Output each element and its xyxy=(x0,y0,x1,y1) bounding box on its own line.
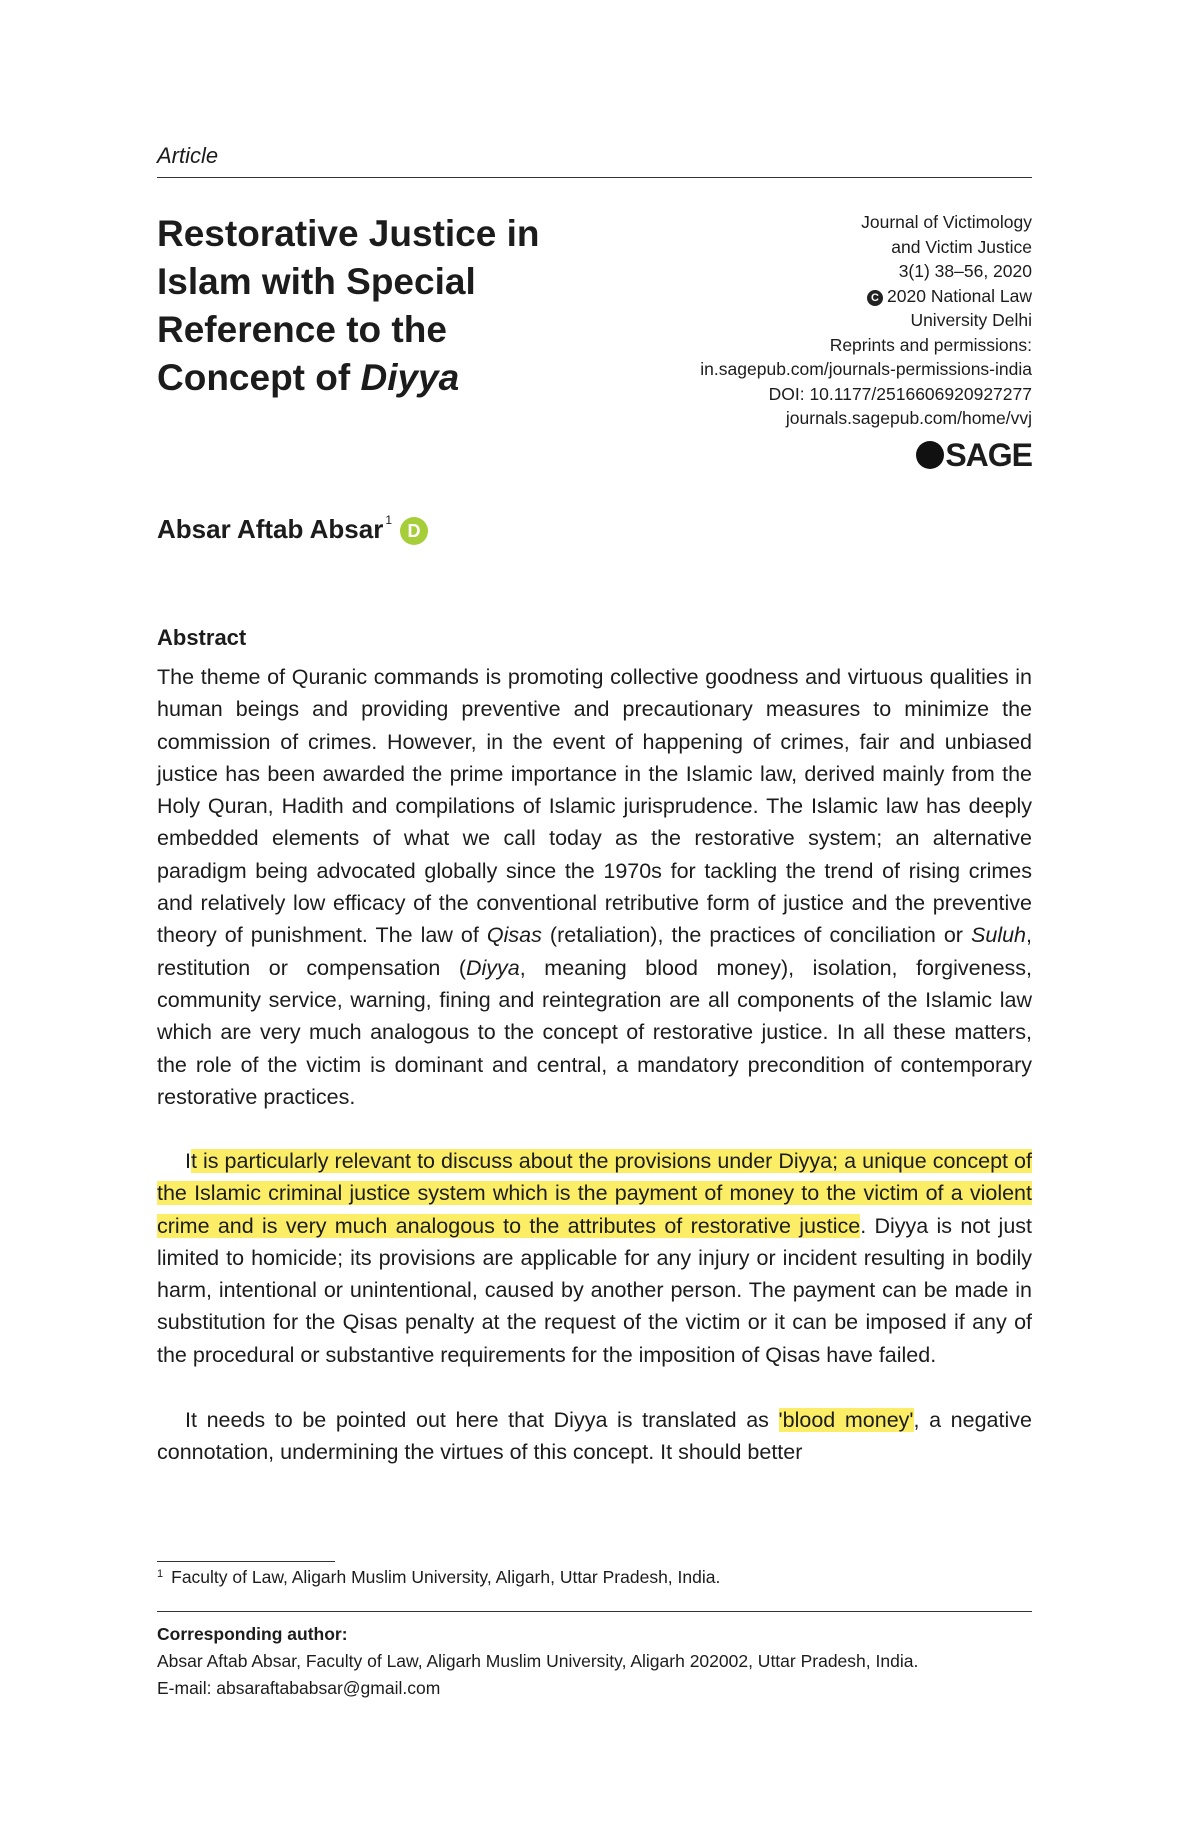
corresponding-email[interactable]: E-mail: absaraftababsar@gmail.com xyxy=(157,1678,441,1698)
corresponding-rule xyxy=(157,1611,1032,1612)
sage-mark-icon xyxy=(916,441,944,469)
footnote-mark: 1 xyxy=(157,1568,164,1580)
term-qisas: Qisas xyxy=(486,923,542,948)
author-affiliation-mark: 1 xyxy=(385,513,393,527)
term-diyya: Diyya xyxy=(466,955,520,980)
term-suluh: Suluh xyxy=(971,923,1027,948)
journal-home-link[interactable]: journals.sagepub.com/home/vvj xyxy=(785,408,1032,428)
section-label: Article xyxy=(157,143,219,168)
highlighted-term-blood-money: 'blood money' xyxy=(778,1408,914,1432)
reprints-label: Reprints and permissions: xyxy=(829,334,1032,355)
journal-name-line-1: Journal of Victimology xyxy=(861,212,1032,232)
copyright-line-2: University Delhi xyxy=(910,310,1032,330)
title-term-diyya: Diyya xyxy=(360,357,460,398)
highlighted-passage: t is particularly relevant to discuss about the provisions under Diyya; a unique concept of the Islamic criminal justice system which is the payment of money to the victim of a violent crime and is very much analogous to the attributes of restorative justice xyxy=(157,1149,1032,1238)
sage-logo: SAGE xyxy=(916,437,1032,474)
title-line-2: Islam with Special xyxy=(157,261,476,302)
abstract-paragraph-2: It is particularly relevant to discuss about the provisions under Diyya; a unique concept of the Islamic criminal justice system which is the payment of money to the victim of a violent crime and is very much analogous to the attributes of restorative justice. Diyya is not just limited to homicide; its provisions are applicable for any injury or incident resulting in bodily harm, intentional or unintentional, caused by another person. The payment can be made in substitution for the Qisas penalty at the request of the victim or it can be imposed if any of the procedural or substantive requirements for the imposition of Qisas have failed. xyxy=(157,1149,1032,1367)
author-line xyxy=(157,513,428,545)
copyright-icon: C xyxy=(867,290,883,306)
footnote-text: Faculty of Law, Aligarh Muslim University, Aligarh, Uttar Pradesh, India. xyxy=(171,1567,721,1587)
reprints-link[interactable]: in.sagepub.com/journals-permissions-india xyxy=(700,359,1032,379)
journal-name-line-2: and Victim Justice xyxy=(891,236,1032,257)
header-rule xyxy=(157,177,1032,178)
journal-issue: 3(1) 38–56, 2020 xyxy=(898,261,1032,281)
corresponding-label: Corresponding author: xyxy=(157,1624,348,1644)
article-page xyxy=(157,0,1032,1824)
footnote xyxy=(157,1567,720,1588)
abstract-paragraph-1: The theme of Quranic commands is promoting collective goodness and virtuous qualities in human beings and providing preventive and precautionary measures to minimize the commission of crimes. However, in the event of happening of crimes, fair and unbiased justice has been awarded the prime importance in the Islamic law, derived mainly from the Holy Quran, Hadith and compilations of Islamic jurisprudence. The Islamic law has deeply embedded elements of what we call today as the restorative system; an alternative paradigm being advocated globally since the 1970s for tackling the trend of rising crimes and relatively low efficacy of the conventional retributive form of justice and the preventive theory of punishment. The law of Qisas (retaliation), the practices of conciliation or Suluh, restitution or compensation (Diyya, meaning blood money), isolation, forgiveness, community service, warning, fining and reintegration are all components of the Islamic law which are very much analogous to the concept of restorative justice. In all these matters, the role of the victim is dominant and central, a mandatory precondition of contemporary restorative practices. xyxy=(157,665,1032,1109)
journal-meta xyxy=(612,210,1032,431)
title-line-3: Reference to the xyxy=(157,309,447,350)
orcid-icon[interactable]: D xyxy=(400,517,428,545)
article-title xyxy=(157,210,627,402)
footnote-rule xyxy=(157,1561,335,1562)
doi-link[interactable]: DOI: 10.1177/2516606920927277 xyxy=(768,383,1032,404)
corresponding-author-block xyxy=(157,1621,918,1702)
abstract-paragraph-3: It needs to be pointed out here that Diyya is translated as 'blood money', a negative connotation, undermining the virtues of this concept. It should better xyxy=(157,1408,1032,1465)
title-line-1: Restorative Justice in xyxy=(157,213,540,254)
abstract-heading: Abstract xyxy=(157,625,247,650)
corresponding-address: Absar Aftab Absar, Faculty of Law, Aligarh Muslim University, Aligarh 202002, Uttar Pradesh, India. xyxy=(157,1651,919,1671)
author-name: Absar Aftab Absar xyxy=(157,514,384,544)
title-line-4: Concept of Diyya xyxy=(157,357,460,398)
copyright-line-1: C 2020 National Law xyxy=(612,284,1032,309)
